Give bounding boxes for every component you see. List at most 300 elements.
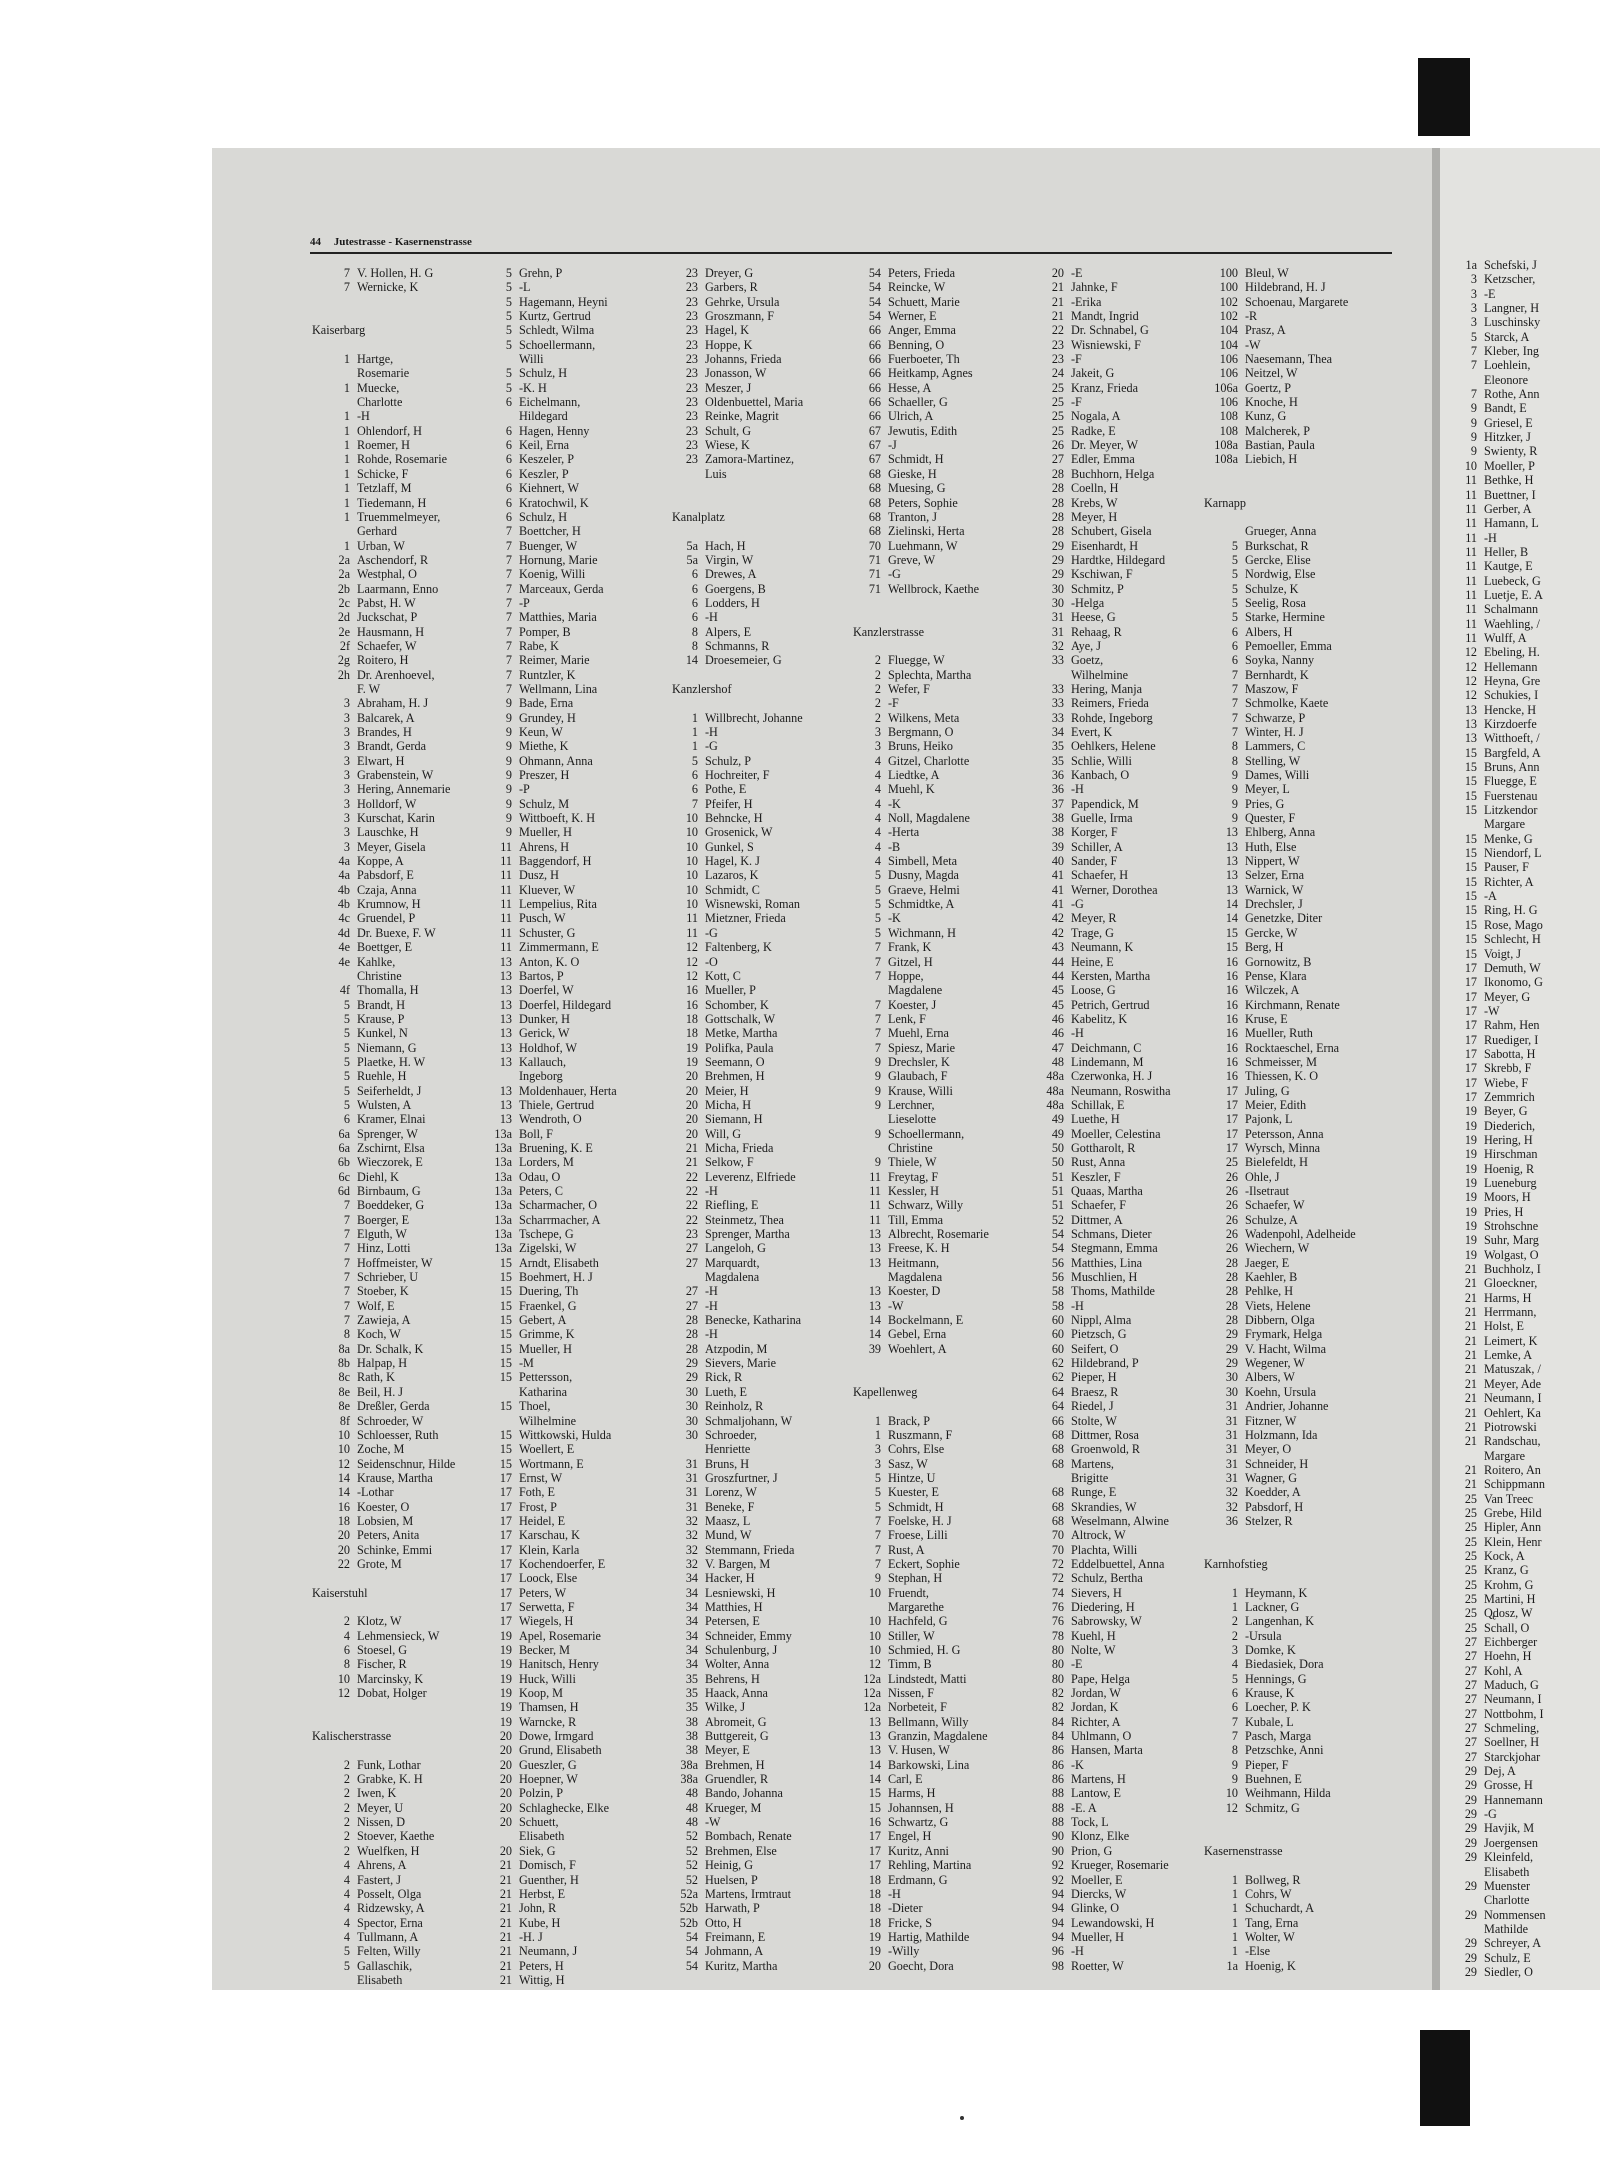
house-number: 71 [868, 552, 881, 567]
adjacent-entry [1455, 1449, 1546, 1463]
resident-name: Aschendorf, R [357, 552, 429, 567]
resident-name: Meyer, L [1245, 782, 1290, 797]
resident-name: Uhlmann, O [1071, 1729, 1132, 1744]
house-number: 39 [868, 1341, 881, 1356]
resident-name: Schaeller, G [888, 395, 948, 410]
house-number: 71 [868, 581, 881, 596]
adjacent-entry [1455, 1908, 1546, 1922]
resident-name: Rick, R [705, 1370, 743, 1385]
resident-name: Thomalla, H [357, 983, 419, 998]
adjacent-entry [1455, 1176, 1546, 1190]
house-number: 48a [1046, 1097, 1064, 1112]
house-number: 2 [343, 1800, 350, 1815]
house-number: 25 [1464, 1606, 1477, 1621]
house-number: 27 [1464, 1706, 1477, 1721]
resident-name: Hintze, U [888, 1470, 936, 1485]
directory-entry [1034, 883, 1171, 897]
house-number: 11 [869, 1198, 881, 1213]
spacer [853, 639, 989, 653]
resident-name: Marceaux, Gerda [519, 581, 604, 596]
directory-entry [672, 1829, 803, 1843]
directory-entry [1204, 567, 1356, 581]
resident-name: Juckschat, P [357, 610, 418, 625]
directory-entry [312, 1227, 455, 1241]
house-number: 4 [343, 1858, 350, 1873]
house-number: 9 [1470, 444, 1477, 459]
resident-name: Bleul, W [1245, 266, 1289, 280]
house-number: 6 [505, 423, 512, 438]
directory-entry [1204, 1012, 1356, 1026]
house-number: 38 [685, 1743, 698, 1758]
resident-name: Hinz, Lotti [357, 1241, 411, 1256]
resident-name: Grueger, Anna [1245, 524, 1317, 539]
directory-entry [1204, 711, 1356, 725]
house-number: 94 [1051, 1929, 1064, 1944]
resident-name: Stephan, H [888, 1571, 943, 1586]
resident-name: Siedler, O [1484, 1964, 1533, 1979]
resident-name: Demuth, W [1484, 960, 1541, 975]
house-number: 3 [343, 725, 350, 739]
house-number: 20 [499, 1772, 512, 1787]
house-number: 13 [1225, 854, 1238, 869]
resident-name: Pries, G [1245, 796, 1285, 811]
house-number [484, 1829, 519, 1843]
house-number: 28 [685, 1313, 698, 1328]
house-number: 23 [685, 352, 698, 367]
house-number: 12 [337, 1686, 350, 1701]
resident-name: Lantow, E [1071, 1786, 1121, 1801]
directory-entry [1204, 883, 1356, 897]
house-number: 17 [1464, 1046, 1477, 1061]
adjacent-entry [1455, 975, 1546, 989]
directory-entry [1034, 811, 1171, 825]
house-number: 19 [868, 1929, 881, 1944]
house-number: 66 [868, 337, 881, 352]
resident-name: Brehmen, Else [705, 1843, 777, 1858]
directory-entry [672, 1098, 803, 1112]
house-number: 31 [1225, 1442, 1238, 1457]
resident-name: Fruendt, [888, 1585, 929, 1600]
directory-entry [1204, 295, 1356, 309]
house-number: 34 [685, 1614, 698, 1629]
resident-name: Zschirnt, Elsa [357, 1140, 425, 1155]
directory-entry [672, 639, 803, 653]
directory-entry [484, 395, 617, 409]
directory-entry [312, 1442, 455, 1456]
house-number: 7 [343, 1255, 350, 1270]
house-number: 8e [338, 1399, 350, 1414]
directory-entry [1204, 1155, 1356, 1169]
house-number: 17 [1225, 1126, 1238, 1141]
house-number: 15 [1464, 831, 1477, 846]
directory-entry [672, 1299, 803, 1313]
resident-name: Buenger, W [519, 538, 578, 553]
resident-name: Loehlein, [1484, 358, 1531, 373]
resident-name: Thamsen, H [519, 1700, 579, 1715]
house-number: 1 [1231, 1929, 1238, 1944]
house-number: 12a [863, 1671, 881, 1686]
directory-entry [1034, 696, 1171, 710]
directory-entry [672, 582, 803, 596]
resident-name: Margare [1484, 1448, 1526, 1463]
resident-name: Heidel, E [519, 1513, 566, 1528]
directory-entry [484, 1930, 617, 1944]
directory-entry [1204, 1743, 1356, 1757]
house-number: 5 [1231, 610, 1238, 625]
house-number: 1 [1231, 1585, 1238, 1600]
house-number: 23 [685, 294, 698, 309]
directory-entry [1204, 1184, 1356, 1198]
resident-name: Langner, H [1484, 301, 1540, 316]
resident-name: Mund, W [705, 1528, 752, 1543]
directory-entry [853, 309, 989, 323]
house-number: 7 [874, 940, 881, 955]
directory-entry [672, 266, 803, 280]
house-number: 1a [1226, 1958, 1238, 1973]
directory-entry [1204, 266, 1356, 280]
directory-entry [484, 1743, 617, 1757]
resident-name: Lazaros, K [705, 868, 759, 883]
resident-name: Lorders, M [519, 1155, 574, 1170]
house-number: 4e [338, 940, 350, 955]
directory-entry [1034, 1284, 1171, 1298]
resident-name: Wieczorek, E [357, 1155, 423, 1170]
directory-entry [853, 1127, 989, 1141]
resident-name: Rose, Mago [1484, 917, 1543, 932]
resident-name: Schubert, Gisela [1071, 524, 1152, 539]
directory-entry [484, 1916, 617, 1930]
house-number: 15 [1464, 803, 1477, 818]
resident-name: Schulz, H [519, 366, 568, 381]
house-number: 52a [680, 1886, 698, 1901]
adjacent-entry [1455, 1377, 1546, 1391]
directory-entry [672, 926, 803, 940]
resident-name: Boeddeker, G [357, 1198, 425, 1213]
directory-entry [312, 539, 455, 553]
resident-name: Wichmann, H [888, 925, 956, 940]
directory-entry [1204, 1500, 1356, 1514]
resident-name: Moors, H [1484, 1190, 1531, 1205]
directory-entry [484, 1786, 617, 1800]
house-number: 20 [499, 1729, 512, 1744]
resident-name: Bruns, Heiko [888, 739, 953, 754]
directory-entry [484, 381, 617, 395]
house-number: 15 [499, 1313, 512, 1328]
directory-entry [484, 539, 617, 553]
house-number: 18 [685, 1026, 698, 1041]
resident-name: Riedel, J [1071, 1399, 1114, 1414]
directory-entry [853, 1758, 989, 1772]
house-number: 13 [499, 1054, 512, 1069]
directory-entry [672, 1069, 803, 1083]
adjacent-entry [1455, 1606, 1546, 1620]
resident-name: Suhr, Marg [1484, 1233, 1539, 1248]
house-number: 66 [868, 366, 881, 381]
directory-entry [1034, 1213, 1171, 1227]
resident-name: Boettcher, H [519, 524, 581, 539]
house-number: 66 [868, 409, 881, 424]
resident-name: Reinke, Magrit [705, 409, 779, 424]
directory-entry [312, 1385, 455, 1399]
directory-entry [672, 1428, 803, 1442]
directory-entry [853, 481, 989, 495]
adjacent-entry [1455, 1391, 1546, 1405]
directory-entry [1034, 582, 1171, 596]
directory-entry [672, 1729, 803, 1743]
directory-entry [484, 739, 617, 753]
house-number: 20 [685, 1126, 698, 1141]
house-number: 7 [505, 538, 512, 553]
adjacent-entry [1455, 1492, 1546, 1506]
resident-name: Tetzlaff, M [357, 481, 412, 496]
resident-name: Jordan, K [1071, 1700, 1119, 1715]
resident-name: Schmeisser, M [1245, 1054, 1317, 1069]
house-number [853, 1141, 888, 1155]
house-number: 7 [343, 1284, 350, 1299]
resident-name: -G [1484, 1807, 1497, 1822]
directory-entry [312, 409, 455, 423]
house-number: 23 [685, 409, 698, 424]
resident-name: Martini, H [1484, 1591, 1536, 1606]
resident-name: Dunker, H [519, 1011, 570, 1026]
directory-entry [484, 1643, 617, 1657]
directory-entry [1034, 739, 1171, 753]
house-number: 11 [869, 1169, 881, 1184]
house-number: 5 [691, 753, 698, 768]
resident-name: Schillak, E [1071, 1097, 1125, 1112]
house-number: 17 [1464, 1032, 1477, 1047]
directory-entry [1204, 1198, 1356, 1212]
resident-name: Schulenburg, J [705, 1643, 778, 1657]
house-number: 29 [1051, 552, 1064, 567]
resident-name: -H [1071, 1026, 1084, 1041]
directory-entry [312, 1485, 455, 1499]
resident-name: Schaefer, W [1245, 1198, 1305, 1213]
resident-name: Ruediger, I [1484, 1032, 1539, 1047]
directory-entry [484, 969, 617, 983]
directory-entry [672, 868, 803, 882]
resident-name: Krohm, G [1484, 1577, 1534, 1592]
adjacent-entry [1455, 1707, 1546, 1721]
house-number: 1 [691, 710, 698, 725]
resident-name: Freytag, F [888, 1169, 939, 1184]
house-number: 13 [1225, 839, 1238, 854]
resident-name: Westphal, O [357, 567, 417, 582]
directory-entry [853, 825, 989, 839]
resident-name: Dittmer, Rosa [1071, 1427, 1139, 1442]
directory-entry [312, 496, 455, 510]
resident-name: Schukies, I [1484, 688, 1539, 703]
house-number: 13a [494, 1155, 512, 1170]
directory-entry [312, 582, 455, 596]
directory-entry [1204, 725, 1356, 739]
house-number: 30 [1051, 595, 1064, 610]
resident-name: Lenk, F [888, 1011, 926, 1026]
house-number [484, 1385, 519, 1399]
resident-name: Ruszmann, F [888, 1427, 953, 1442]
house-number: 6 [343, 1112, 350, 1127]
house-number: 27 [1464, 1735, 1477, 1750]
resident-name: Kuehl, H [1071, 1628, 1116, 1643]
spacer [1204, 1543, 1356, 1557]
directory-entry [853, 1543, 989, 1557]
house-number: 28 [1051, 524, 1064, 539]
house-number: 4 [343, 1929, 350, 1944]
directory-entry [312, 998, 455, 1012]
directory-entry [853, 883, 989, 897]
directory-entry [853, 1729, 989, 1743]
directory-entry [672, 1471, 803, 1485]
spacer [1204, 1815, 1356, 1829]
adjacent-entry [1455, 1406, 1546, 1420]
resident-name: Hornung, Marie [519, 552, 598, 567]
directory-entry [672, 1887, 803, 1901]
house-number: 5 [874, 1485, 881, 1500]
resident-name: Gottschalk, W [705, 1011, 776, 1026]
house-number: 28 [1051, 509, 1064, 524]
resident-name: Stoever, Kaethe [357, 1829, 435, 1844]
adjacent-entry [1455, 731, 1546, 745]
directory-entry [672, 1944, 803, 1958]
house-number: 7 [505, 681, 512, 696]
house-number: 13 [868, 1298, 881, 1313]
house-number: 30 [685, 1399, 698, 1414]
adjacent-entry [1455, 688, 1546, 702]
directory-entry [1204, 797, 1356, 811]
directory-entry [672, 1198, 803, 1212]
directory-entry [484, 1729, 617, 1743]
resident-name: Foth, E [519, 1485, 555, 1500]
resident-name: Marquardt, [705, 1255, 760, 1270]
resident-name: Schuchardt, A [1245, 1901, 1315, 1916]
resident-name: -F [888, 696, 899, 711]
resident-name: Buttgereit, G [705, 1729, 769, 1744]
adjacent-entry [1455, 889, 1546, 903]
resident-name: Witthoeft, / [1484, 731, 1540, 746]
resident-name: Margare [1484, 817, 1526, 832]
house-number: 6a [338, 1140, 350, 1155]
resident-name: Spector, Erna [357, 1915, 423, 1930]
resident-name: Frank, K [888, 940, 932, 955]
resident-name: Schneider, H [1245, 1456, 1309, 1471]
resident-name: Keszler, P [519, 466, 569, 481]
resident-name: Muehl, K [888, 782, 935, 797]
directory-entry [1034, 381, 1171, 395]
directory-entry [484, 1399, 617, 1413]
resident-name: Rust, Anna [1071, 1155, 1126, 1170]
resident-name: Muehl, Erna [888, 1026, 949, 1041]
adjacent-entry [1455, 1592, 1546, 1606]
directory-entry [1204, 825, 1356, 839]
resident-name: Kuritz, Anni [888, 1843, 949, 1858]
resident-name: -L [519, 280, 531, 295]
directory-entry [672, 797, 803, 811]
resident-name: Koedder, A [1245, 1485, 1301, 1500]
resident-name: Peters, Anita [357, 1528, 420, 1543]
resident-name: Braesz, R [1071, 1384, 1119, 1399]
resident-name: Thoms, Mathilde [1071, 1284, 1155, 1299]
house-number: 29 [1464, 1835, 1477, 1850]
resident-name: Grabenstein, W [357, 768, 434, 783]
directory-entry [1204, 1055, 1356, 1069]
resident-name: Reimer, Marie [519, 653, 590, 668]
adjacent-entry [1455, 1190, 1546, 1204]
resident-name: Kuester, E [888, 1485, 939, 1500]
directory-entry [1034, 1729, 1171, 1743]
resident-name: Gebert, A [519, 1313, 567, 1328]
resident-name: Wolter, W [1245, 1929, 1295, 1944]
street-heading-row [853, 1385, 989, 1399]
resident-name: Kurtz, Gertrud [519, 309, 591, 324]
house-number: 106 [1219, 395, 1238, 410]
resident-name: Dobat, Holger [357, 1686, 427, 1701]
house-number: 3 [343, 796, 350, 811]
directory-entry [1204, 1241, 1356, 1255]
resident-name: Leverenz, Elfriede [705, 1169, 796, 1184]
house-number: 54 [868, 266, 881, 280]
resident-name: Harms, H [888, 1786, 936, 1801]
house-number: 2h [337, 667, 350, 682]
resident-name: Petersen, E [705, 1614, 760, 1629]
house-number: 28 [1225, 1270, 1238, 1285]
directory-entry [1034, 1241, 1171, 1255]
resident-name: Apel, Rosemarie [519, 1628, 601, 1643]
directory-entry [1034, 1901, 1171, 1915]
house-number: 10 [337, 1671, 350, 1686]
resident-name: Bernhardt, K [1245, 667, 1309, 682]
resident-name: -Erika [1071, 294, 1102, 309]
directory-entry [312, 1786, 455, 1800]
house-number: 13 [499, 997, 512, 1012]
directory-entry [1204, 1629, 1356, 1643]
adjacent-entry [1455, 1233, 1546, 1247]
house-number: 72 [1051, 1556, 1064, 1571]
adjacent-entry [1455, 1219, 1546, 1233]
resident-name: Lueneburg [1484, 1176, 1537, 1190]
street-heading-row [853, 625, 989, 639]
resident-name: Buehnen, E [1245, 1772, 1302, 1787]
resident-name: Schmied, H. G [888, 1643, 961, 1657]
directory-entry [484, 1944, 617, 1958]
house-number: 32 [1051, 638, 1064, 653]
directory-entry [672, 1686, 803, 1700]
directory-entry [672, 1557, 803, 1571]
house-number: 21 [499, 1929, 512, 1944]
directory-entry [312, 811, 455, 825]
resident-name: Johmann, A [705, 1944, 764, 1959]
directory-entry [1204, 1127, 1356, 1141]
directory-entry [1034, 539, 1171, 553]
resident-name: Behrens, H [705, 1671, 760, 1686]
house-number: 5 [343, 997, 350, 1012]
resident-name: Luis [705, 466, 727, 481]
directory-entry [853, 983, 989, 997]
resident-name: -O [705, 954, 718, 969]
directory-entry [484, 825, 617, 839]
directory-entry [672, 955, 803, 969]
house-number: 3 [1470, 272, 1477, 287]
house-number: 4 [874, 782, 881, 797]
spacer [1204, 1858, 1356, 1872]
spacer [672, 696, 803, 710]
directory-entry [672, 1155, 803, 1169]
directory-entry [853, 452, 989, 466]
resident-name: Loose, G [1071, 983, 1116, 998]
resident-name: Kahlke, [357, 954, 396, 969]
house-number: 2 [343, 1772, 350, 1787]
directory-entry [672, 825, 803, 839]
directory-entry [484, 897, 617, 911]
